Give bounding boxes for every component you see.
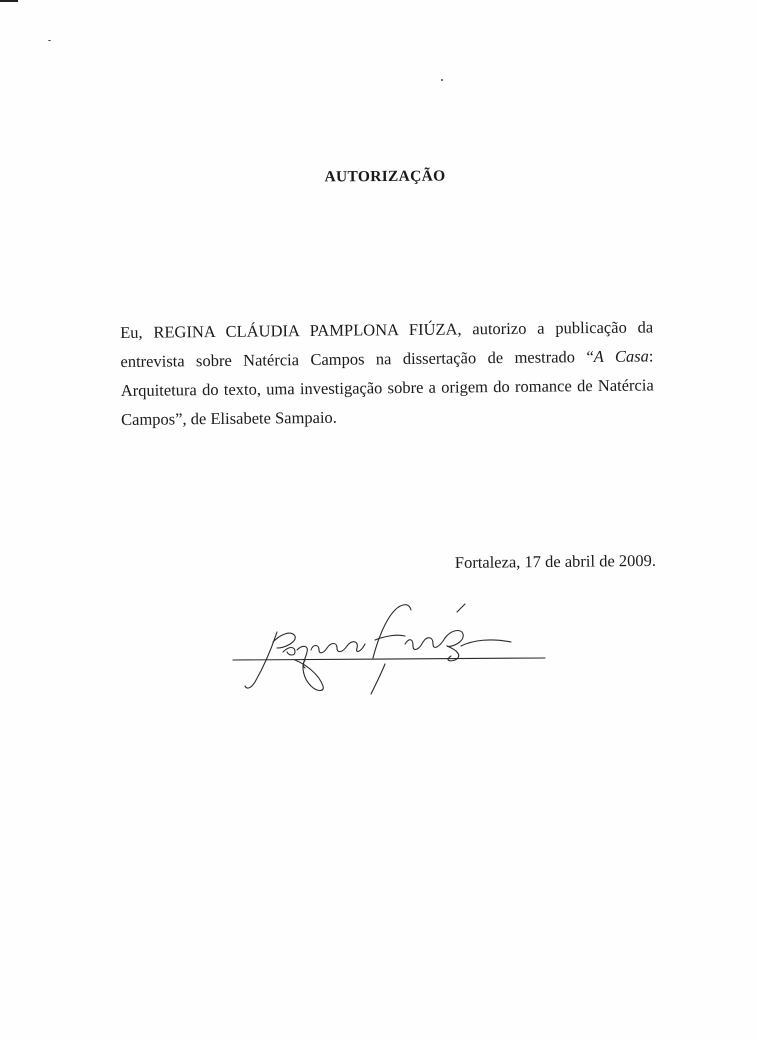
scan-edge-mark bbox=[0, 0, 18, 2]
paragraph-line-1: Eu, REGINA CLÁUDIA PAMPLONA FIÚZA, autorizo a publicação da bbox=[120, 317, 654, 342]
handwritten-signature bbox=[225, 590, 555, 700]
document-title: AUTORIZAÇÃO bbox=[324, 167, 446, 186]
paragraph-line-2-text: entrevista sobre Natércia Campos na dissertação de mestrado “ bbox=[120, 347, 594, 371]
scan-speck bbox=[48, 40, 51, 41]
scan-speck bbox=[441, 79, 443, 81]
paragraph-line-2-colon: : bbox=[648, 346, 654, 366]
place-date-line: Fortaleza, 17 de abril de 2009. bbox=[454, 550, 657, 572]
paragraph-line-3: Arquitetura do texto, uma investigação sobre a origem do romance de Natércia bbox=[120, 375, 654, 400]
paragraph-line-4: Campos”, de Elisabete Sampaio. bbox=[120, 407, 337, 429]
book-title-italic: A Casa bbox=[593, 346, 649, 367]
authorization-paragraph bbox=[120, 312, 654, 434]
